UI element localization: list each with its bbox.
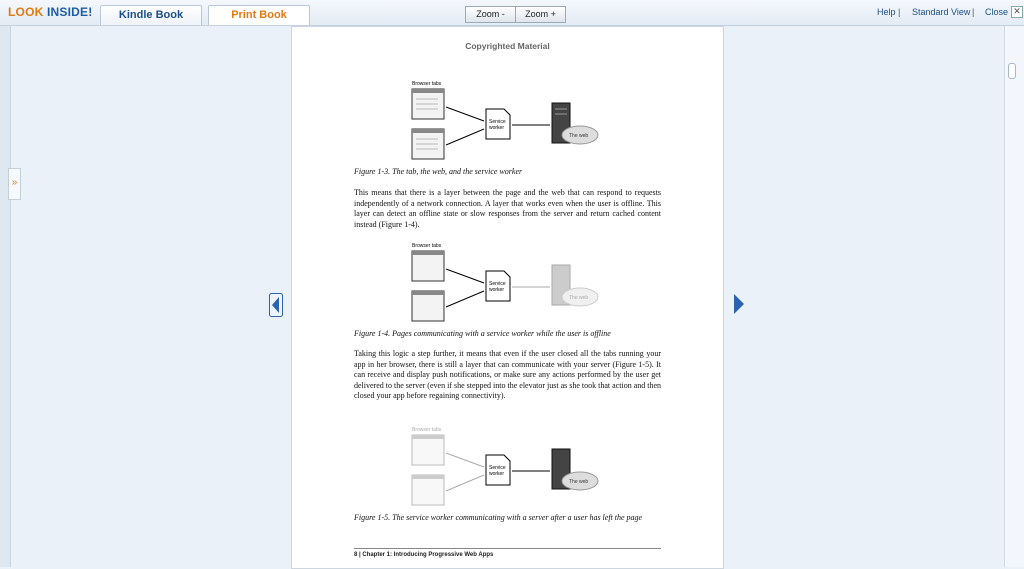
paragraph-2: Taking this logic a step further, it means that even if the user closed all the tabs running your app in her browser, there is still a layer that can communicate with your server (Figure 1-5). It can receive and display push notifications, or make sure any actions performed by the user get delivered to the server (even if she stepped into the elevator just as she took that action and then closed your app before regaining connectivity).: [354, 349, 662, 401]
the-web-label: The web: [569, 133, 589, 139]
figure-1-3-caption: Figure 1-3. The tab, the web, and the service worker: [354, 167, 523, 176]
browser-tabs-label: Browser tabs: [412, 427, 442, 433]
figure-1-3-diagram: [392, 77, 622, 167]
close-icon[interactable]: ✕: [1011, 6, 1023, 18]
tab-kindle-book[interactable]: Kindle Book: [100, 5, 202, 25]
separator: |: [898, 7, 901, 17]
copyright-label: Copyrighted Material: [465, 41, 550, 51]
worker-label: worker: [489, 287, 505, 293]
browser-tabs-label: Browser tabs: [412, 81, 442, 87]
browser-tabs-label: Browser tabs: [412, 243, 442, 249]
expand-sidebar-button[interactable]: »: [8, 168, 21, 200]
footer-rule: [354, 548, 661, 549]
scrollbar-track[interactable]: [1004, 26, 1024, 567]
zoom-in-button[interactable]: Zoom +: [515, 6, 566, 23]
browser-tab-icon: [412, 251, 444, 281]
separator: |: [972, 7, 975, 17]
figure-1-5-caption: Figure 1-5. The service worker communicating with a server after a user has left the page: [354, 513, 643, 522]
look-inside-logo: [8, 5, 92, 19]
figure-1-4-diagram: [392, 239, 622, 329]
browser-tab-icon: [412, 129, 444, 159]
book-page: [291, 26, 724, 569]
browser-tab-icon: [412, 291, 444, 321]
left-sidebar-strip: [0, 26, 11, 567]
figure-1-5-diagram: [392, 423, 622, 513]
tab-print-book[interactable]: Print Book: [208, 5, 310, 25]
top-bar: [0, 0, 1024, 26]
help-link[interactable]: Help: [877, 7, 896, 17]
scrollbar-thumb[interactable]: [1008, 63, 1016, 79]
page-footer: 8 | Chapter 1: Introducing Progressive Web Apps: [354, 552, 494, 558]
figure-1-4-caption: Figure 1-4. Pages communicating with a service worker while the user is offline: [354, 329, 611, 338]
close-link[interactable]: Close: [985, 7, 1009, 17]
service-label: Service: [489, 465, 506, 471]
browser-tab-icon: [412, 435, 444, 465]
logo-look-text: LOOK: [8, 5, 44, 19]
service-label: Service: [489, 281, 506, 287]
next-page-arrow-icon[interactable]: [733, 293, 745, 315]
worker-label: worker: [489, 125, 505, 131]
logo-inside-text: INSIDE!: [47, 5, 93, 19]
the-web-label: The web: [569, 479, 589, 485]
worker-label: worker: [489, 471, 505, 477]
browser-tab-icon: [412, 89, 444, 119]
browser-tab-icon: [412, 475, 444, 505]
previous-page-arrow-icon[interactable]: [269, 293, 283, 317]
paragraph-1: This means that there is a layer between the page and the web that can respond to requests independently of a network connection. A layer that works even when the user is offline. This layer can detect an offline state or slow responses from the server and return cached content instead (Figure 1-4).: [354, 188, 661, 229]
standard-view-link[interactable]: Standard View: [912, 7, 971, 17]
service-label: Service: [489, 119, 506, 125]
the-web-label: The web: [569, 295, 589, 301]
zoom-out-button[interactable]: Zoom -: [465, 6, 516, 23]
